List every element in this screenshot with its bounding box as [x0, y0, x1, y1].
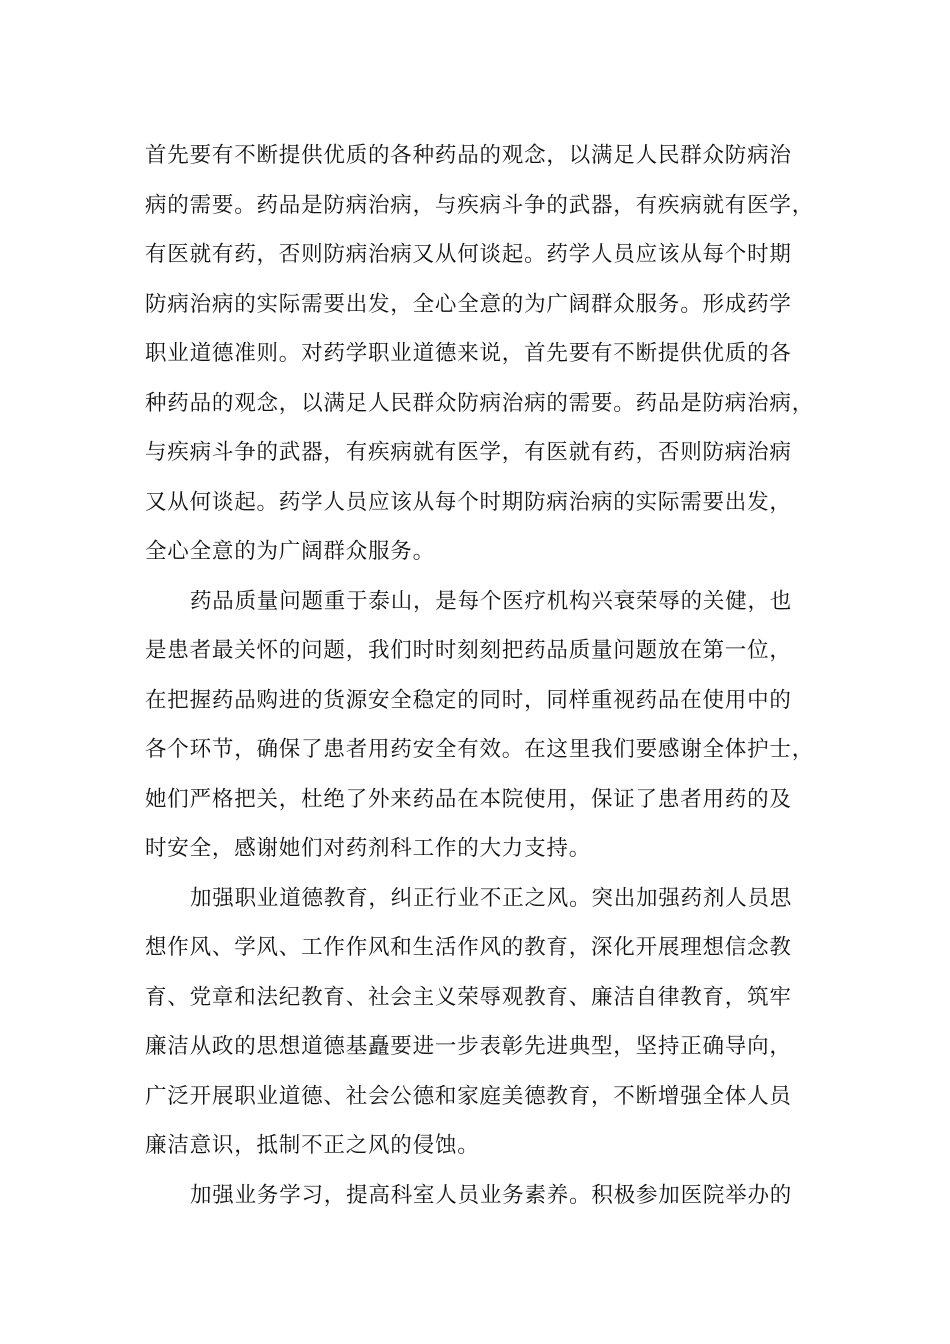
text-line: 廉洁从政的思想道德基矗要进一步表彰先进典型，坚持正确导向，: [145, 1034, 792, 1059]
text-line: 防病治病的实际需要出发，全心全意的为广阔群众服务。形成药学: [145, 291, 792, 317]
text-line: 育、党章和法纪教育、社会主义荣辱观教育、廉洁自律教育，筑牢: [145, 984, 792, 1010]
paragraph-4: [145, 1171, 825, 1221]
text-line: 是患者最关怀的问题，我们时时刻刻把药品质量问题放在第一位，: [145, 638, 792, 663]
text-line: 种药品的观念，以满足人民群众防病治病的需要。药品是防病治病，: [145, 390, 815, 416]
text-line: 时安全，感谢她们对药剂科工作的大力支持。: [145, 836, 592, 861]
text-line: 加强业务学习，提高科室人员业务素养。积极参加医院举办的: [190, 1182, 793, 1208]
text-line: 各个环节，确保了患者用药安全有效。在这里我们要感谢全体护士，: [145, 737, 815, 762]
text-line: 在把握药品购进的货源安全稳定的同时，同样重视药品在使用中的: [145, 687, 792, 713]
paragraph-1: [145, 131, 825, 577]
text-line: 与疾病斗争的武器，有疾病就有医学，有医就有药，否则防病治病: [145, 440, 792, 465]
paragraph-3: [145, 874, 825, 1171]
text-line: 加强职业道德教育，纠正行业不正之风。突出加强药剂人员思: [190, 885, 793, 911]
text-line: 全心全意的为广阔群众服务。: [145, 539, 435, 564]
text-line: 广泛开展职业道德、社会公德和家庭美德教育，不断增强全体人员: [145, 1083, 792, 1109]
text-line: 有医就有药，否则防病治病又从何谈起。药学人员应该从每个时期: [145, 242, 792, 267]
text-line: 病的需要。药品是防病治病，与疾病斗争的武器，有疾病就有医学，: [145, 192, 815, 218]
document-body: [145, 131, 825, 1220]
text-line: 她们严格把关，杜绝了外来药品在本院使用，保证了患者用药的及: [145, 786, 792, 812]
text-line: 廉洁意识，抵制不正之风的侵蚀。: [145, 1133, 480, 1158]
paragraph-2: [145, 577, 825, 874]
text-line: 药品质量问题重于泰山，是每个医疗机构兴衰荣辱的关健，也: [190, 588, 793, 614]
text-line: 首先要有不断提供优质的各种药品的观念，以满足人民群众防病治: [145, 143, 792, 168]
text-line: 想作风、学风、工作作风和生活作风的教育，深化开展理想信念教: [145, 935, 792, 960]
text-line: 职业道德准则。对药学职业道德来说，首先要有不断提供优质的各: [145, 341, 792, 366]
text-line: 又从何谈起。药学人员应该从每个时期防病治病的实际需要出发，: [145, 489, 792, 515]
